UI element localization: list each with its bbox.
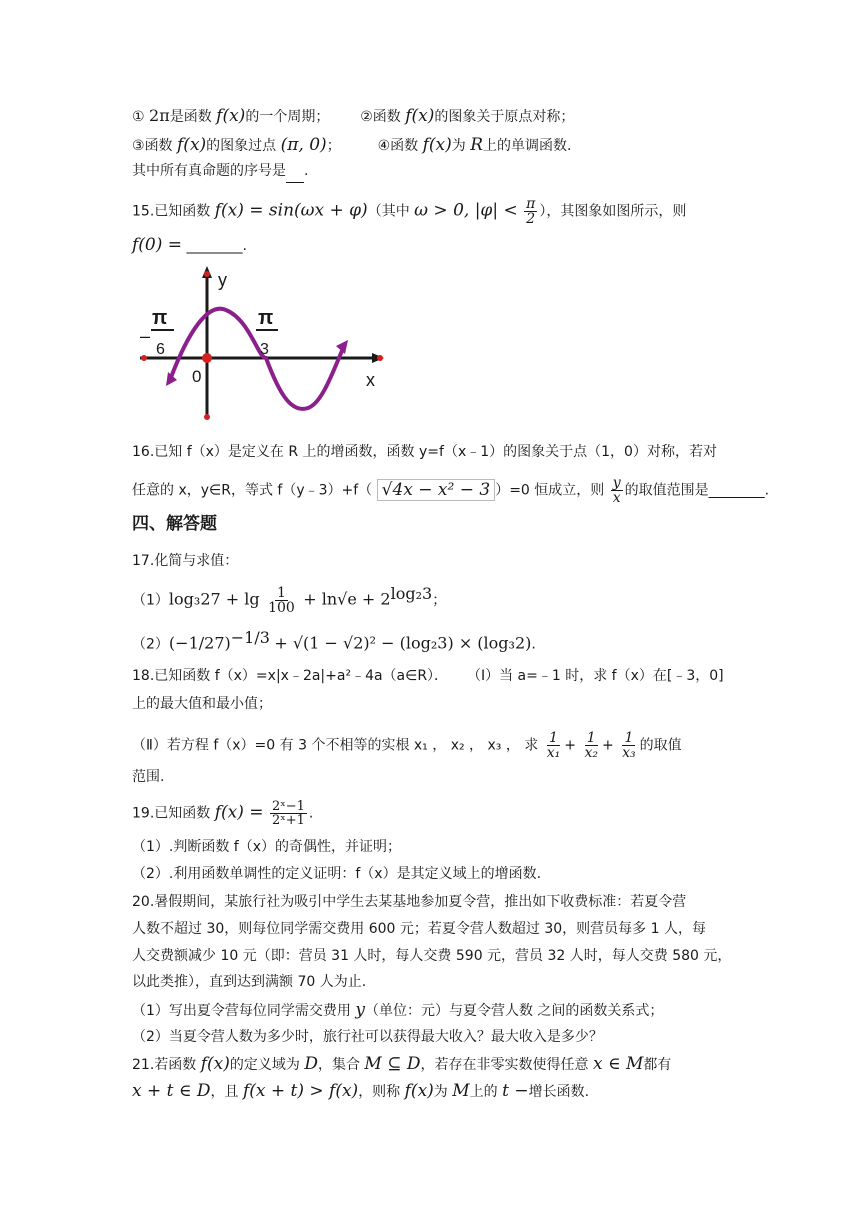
q18-text-b: （Ⅰ）当 a=﹣1 时，求 f（x）在[﹣3，0] [466,668,724,684]
item3-point: (π, 0) [280,135,327,155]
q21-text-e: 都有 [643,1057,672,1073]
q19-fraction [270,800,307,827]
q14-line-1 [132,105,574,128]
item2-number: ② [360,109,373,125]
q18-plus-1: + [564,737,576,754]
q17-p2-sup: −1/3 [230,628,270,647]
q18-f2-num: 1 [586,730,596,746]
q17-p1-den: 100 [268,600,295,617]
item3-number: ③ [132,138,145,154]
neg-pi-6-denominator: 6 [156,341,165,358]
q20-part-1 [132,999,663,1022]
q18-frac-1 [545,731,563,760]
item4-R: R [470,135,484,155]
item3-fx: f(x) [177,135,207,155]
origin-point [202,353,212,363]
item1-number: ① [132,109,145,125]
q15-label: 15.已知函数 [132,203,211,220]
q17-p1-num: 1 [276,585,286,602]
q20-line-1: 20.暑假期间，某旅行社为吸引中学生去某基地参加夏令营，推出如下收费标准：若夏令营 [132,894,687,910]
pi-3-numerator: π [258,307,274,329]
q20-p1-text-a: （1）写出夏令营每位同学需交费用 [132,1003,351,1019]
q21-x-in-M: x ∈ M [592,1054,644,1074]
neg-pi-6-numerator: π [152,307,168,329]
q20-line-2: 人数不超过 30，则每位同学需交费用 600 元；若夏令营人数超过 30，则营员每多 1 人，每 [132,921,706,937]
q16-blank: ________ [708,482,765,499]
q14-question [132,160,308,183]
q17-title: 17.化简与求值： [132,553,239,569]
q18-line-1 [132,665,724,687]
q15-paren-a: （其中 [367,203,410,220]
q18-f1-num: 1 [549,730,558,746]
q18-f1-den: x₁ [546,745,561,761]
q19-end: . [308,805,314,822]
sine-graph [140,262,390,422]
q15-answer-expr: f(0) = [132,235,183,255]
q21-text-a: 21.若函数 [132,1057,197,1073]
x-axis-left-point [141,355,147,361]
q21-expr-1: x + t ∈ D [132,1081,211,1101]
q20-p1-text-b: （单位：元）与夏令营人数 之间的函数关系式； [364,1003,664,1019]
item1-fx: f(x) [216,106,246,126]
item4-number: ④ [377,138,391,154]
q16-sqrt: √4x − x² − 3 [377,479,496,501]
q15-condition: ω > 0, |φ| < [414,200,518,221]
q21-text-c: ，集合 [317,1057,360,1073]
item1-text-a: 是函数 [169,109,212,125]
q17-p2-expr-b: + √(1 − √2)² − (log₂3) × (log₃2) [274,633,532,653]
q16-text-a: 任意的 x，y∈R，等式 f（y﹣3）+f（ [132,482,373,499]
q15-cond-fraction [524,197,537,226]
q20-line-3: 人交费额减少 10 元（即：营员 31 人时，每人交费 590 元，营员 32 人时，每人交费 580 元， [132,948,732,964]
q19-frac-den: 2ˣ+1 [271,813,305,828]
q15-answer-end: . [242,238,247,254]
q17-p1-fraction [266,586,297,615]
q15-function: f(x) = sin(ωx + φ) [214,200,368,221]
q17-p1-end: ； [432,592,447,609]
item2-text-a: 函数 [372,109,401,125]
item1-text-b: 的一个周期； [245,109,330,125]
y-axis-label: y [218,270,227,290]
q17-part-2 [132,627,536,656]
q17-p2-expr: (−1/27) [168,633,231,653]
q21-t: t − [502,1081,529,1101]
q17-p1-label: （1） [132,592,169,609]
q19-frac-num: 2ˣ−1 [271,799,305,814]
q21-line-2 [132,1080,589,1103]
q18-text-d: 的取值 [639,737,682,754]
item4-text-b: 为 [451,138,466,154]
q18-plus-2: + [601,737,614,754]
section-title: 四、解答题 [132,514,217,534]
q21-expr-2: f(x + t) > f(x) [242,1081,359,1101]
q15-paren-b: ），其图象如图所示，则 [539,203,687,220]
q16-end: . [764,482,770,499]
q19-label: 19.已知函数 [132,805,211,822]
q21-subset: M ⊆ D [364,1054,421,1074]
x-axis-right-point [377,355,383,361]
item2-fx: f(x) [405,106,435,126]
item4-fx: f(x) [422,135,452,155]
q19-fx: f(x) = [214,802,264,823]
item3-text-a: 函数 [144,138,173,154]
q21-fx: f(x) [200,1054,230,1074]
q14-answer-blank [286,160,304,183]
q21-text-d: ，若存在非零实数使得任意 [420,1057,589,1073]
q16-frac-den: x [612,490,621,506]
q18-line-3 [132,731,682,760]
q20-p1-y: y [355,1000,365,1020]
q18-f3-num: 1 [624,730,634,746]
x-axis-label: x [366,370,375,390]
origin-label: 0 [192,367,202,386]
q18-frac-2 [582,731,600,760]
q16-fraction [611,476,623,505]
q19-line-1 [132,800,313,827]
q21-text-f: ，且 [210,1084,239,1100]
item3-text-c: ； [326,138,341,154]
q15-line-1 [132,197,686,226]
q18-line-4: 范围. [132,769,165,785]
q17-p2-end: . [531,636,536,653]
q15-line-2 [132,234,247,257]
q21-text-g: ，则称 [358,1084,401,1100]
item1-expr: 2π [149,106,170,125]
q14-question-end: . [304,163,309,179]
q21-text-j: 增长函数. [528,1084,590,1100]
q18-text-a: 18.已知函数 f（x）=x|x﹣2a|+a²﹣4a（a∈R）． [132,668,449,684]
q14-question-text: 其中所有真命题的序号是 [132,163,286,179]
q21-text-i: 上的 [469,1084,498,1100]
q16-frac-num: y [612,475,621,491]
item4-text-a: 函数 [390,138,419,154]
q18-line-2: 上的最大值和最小值； [132,696,272,712]
q18-frac-3 [620,731,638,760]
q15-cond-den: 2 [526,211,536,227]
q19-part-1: （1）.判断函数 f（x）的奇偶性，并证明； [132,839,402,855]
q15-answer-blank: ________ [186,238,243,254]
q17-p1-expr: log₃27 + lg [168,589,260,609]
q18-text-c: （Ⅱ）若方程 f（x）=0 有 3 个不相等的实根 x₁ ， x₂ ， x₃ ， 求 [132,737,539,754]
item2-text-b: 的图象关于原点对称； [434,109,575,125]
q21-fx-2: f(x) [404,1081,434,1101]
q21-text-b: 的定义域为 [229,1057,300,1073]
neg-pi-6-minus: – [140,326,151,346]
q17-p2-label: （2） [132,636,169,653]
q16-text-b: ）=0 恒成立，则 [495,482,605,499]
q17-p1-sup: log₂3 [390,584,433,603]
q18-f3-den: x₃ [622,745,636,761]
pi-3-denominator: 3 [260,341,269,358]
q18-f2-den: x₂ [584,745,598,761]
q17-part-1 [132,583,446,615]
y-axis-top-point [204,271,210,277]
q17-p1-expr-b: + ln√e + 2 [303,589,391,609]
q14-line-2 [132,134,571,157]
q21-line-1 [132,1053,671,1076]
q21-text-h: 为 [433,1084,448,1100]
q19-part-2: （2）.利用函数单调性的定义证明：f（x）是其定义域上的增函数. [132,866,542,882]
q21-M: M [452,1081,470,1101]
q16-line-1: 16.已知 f（x）是定义在 R 上的增函数，函数 y=f（x﹣1）的图象关于点（1，0）对称，若对 [132,444,717,460]
item4-text-c: 上的单调函数. [483,138,572,154]
q21-D: D [304,1054,318,1074]
y-axis-bottom-point [204,414,210,420]
q20-line-4: 以此类推），直到达到满额 70 人为止. [132,974,367,990]
item3-text-b: 的图象过点 [206,138,277,154]
q20-part-2: （2）当夏令营人数为多少时，旅行社可以获得最大收入？最大收入是多少？ [132,1029,603,1045]
q16-line-2 [132,476,769,505]
q15-cond-num: π [526,196,536,212]
q16-text-c: 的取值范围是 [624,482,709,499]
